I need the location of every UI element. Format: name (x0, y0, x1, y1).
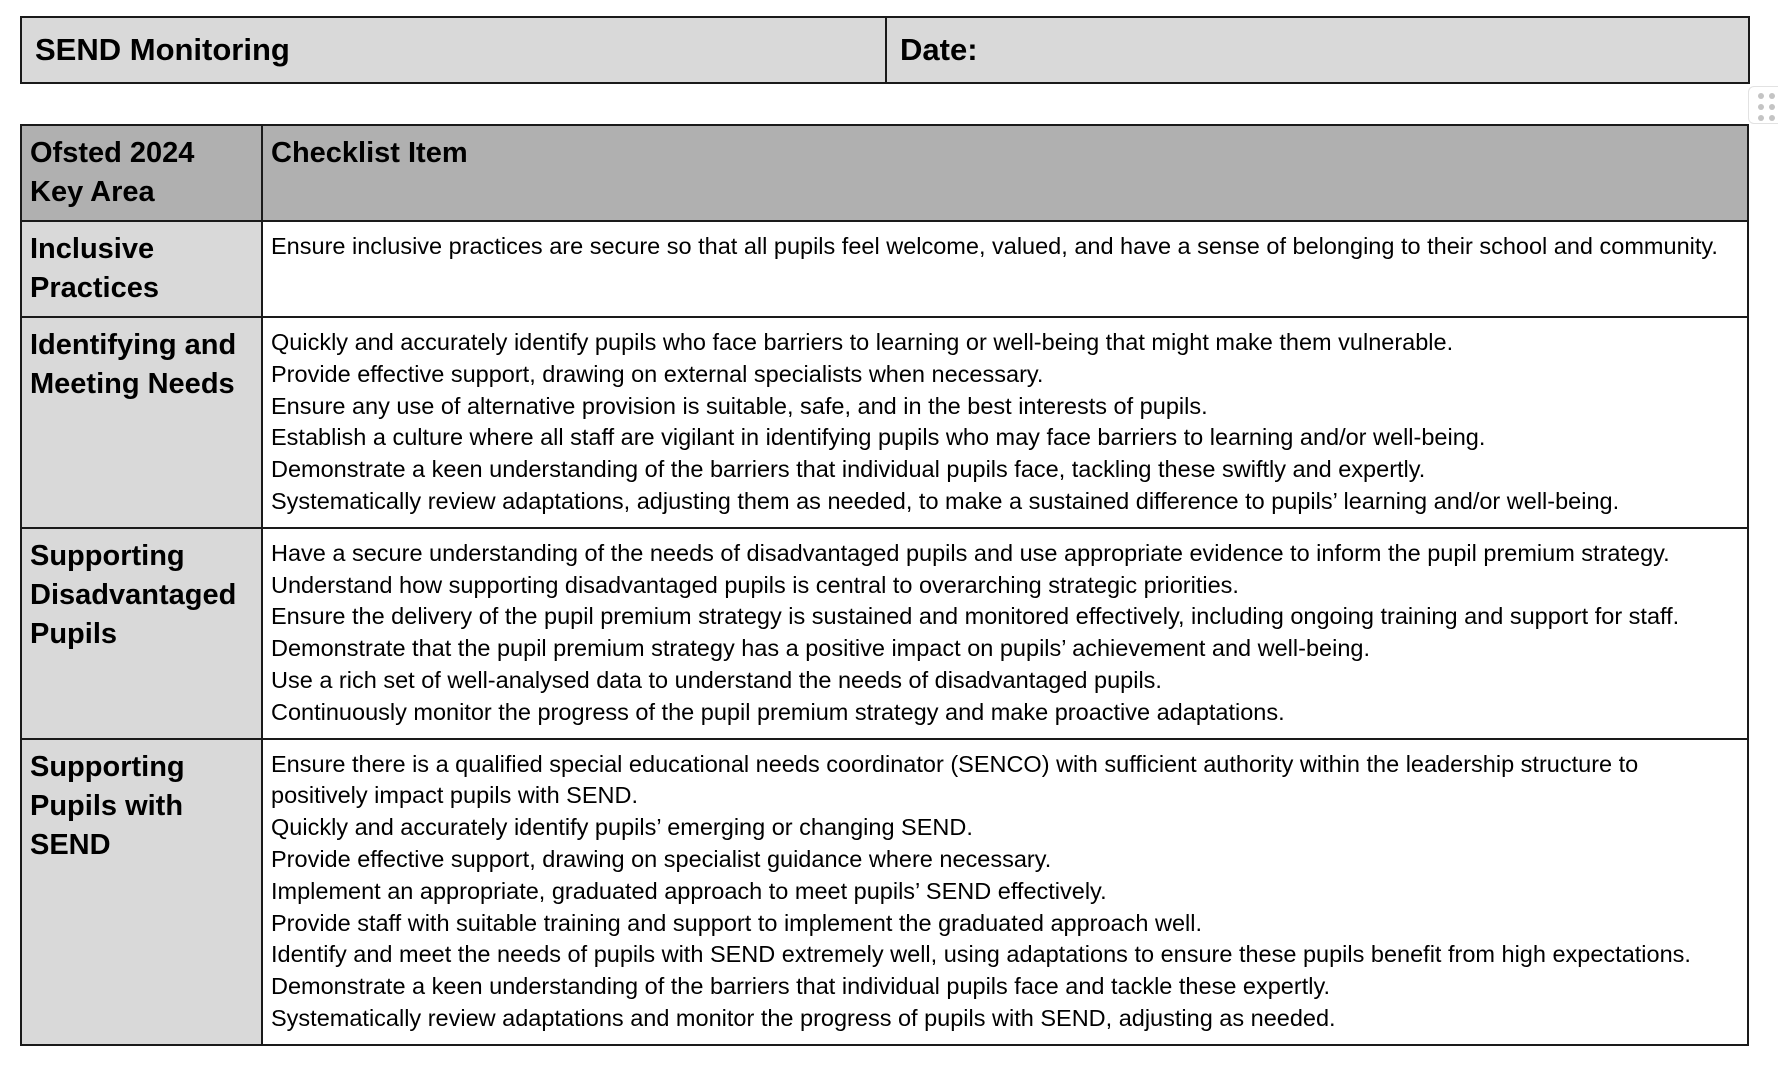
header-table (20, 16, 1750, 84)
checklist-table (20, 124, 1749, 1046)
checklist-item: Use a rich set of well-analysed data to understand the needs of disadvantaged pupils. (271, 666, 1162, 693)
checklist-item: Implement an appropriate, graduated approach to meet pupils’ SEND effectively. (271, 877, 1107, 904)
checklist-item: Systematically review adaptations and monitor the progress of pupils with SEND, adjusting as needed. (271, 1004, 1336, 1031)
checklist-item: Identify and meet the needs of pupils with SEND extremely well, using adaptations to ensure these pupils benefit from high expectations. (271, 941, 1691, 968)
checklist-item: Ensure any use of alternative provision is suitable, safe, and in the best interests of pupils. (271, 392, 1208, 419)
checklist-items-cell[interactable] (262, 221, 1748, 317)
checklist-item: Continuously monitor the progress of the pupil premium strategy and make proactive adaptations. (271, 698, 1285, 725)
checklist-item: Systematically review adaptations, adjusting them as needed, to make a sustained difference to pupils’ learning and/or well-being. (271, 487, 1620, 514)
table-header-row (21, 125, 1748, 221)
checklist-item: Ensure there is a qualified special educational needs coordinator (SENCO) with sufficient authority within the leadership structure to positively impact pupils with SEND. (271, 750, 1639, 809)
checklist-item: Demonstrate a keen understanding of the barriers that individual pupils face, tackling these swiftly and expertly. (271, 456, 1426, 483)
checklist-item: Demonstrate a keen understanding of the barriers that individual pupils face and tackle these expertly. (271, 973, 1330, 1000)
checklist-item: Have a secure understanding of the needs of disadvantaged pupils and use appropriate evidence to inform the pupil premium strategy. (271, 539, 1670, 566)
key-area-cell[interactable]: Inclusive Practices (21, 221, 262, 317)
checklist-item: Understand how supporting disadvantaged pupils is central to overarching strategic priorities. (271, 571, 1239, 598)
checklist-item: Ensure inclusive practices are secure so that all pupils feel welcome, valued, and have a sense of belonging to their school and community. (271, 233, 1718, 259)
checklist-item: Provide effective support, drawing on specialist guidance where necessary. (271, 845, 1052, 872)
column-header-checklist-item[interactable]: Checklist Item (262, 125, 1748, 221)
table-row (21, 221, 1748, 317)
drag-handle-icon[interactable] (1748, 86, 1778, 124)
checklist-item: Ensure the delivery of the pupil premium strategy is sustained and monitored effectively, including ongoing training and support for staff. (271, 603, 1680, 630)
checklist-item: Quickly and accurately identify pupils’ emerging or changing SEND. (271, 814, 973, 841)
document-title[interactable]: SEND Monitoring (22, 18, 887, 82)
table-row (21, 317, 1748, 528)
column-header-key-area[interactable]: Ofsted 2024 Key Area (21, 125, 262, 221)
checklist-items-cell[interactable] (262, 739, 1748, 1045)
table-row (21, 528, 1748, 739)
key-area-cell[interactable]: Supporting Disadvantaged Pupils (21, 528, 262, 739)
checklist-item: Quickly and accurately identify pupils who face barriers to learning or well-being that might make them vulnerable. (271, 329, 1454, 355)
table-row (21, 739, 1748, 1045)
checklist-item: Demonstrate that the pupil premium strategy has a positive impact on pupils’ achievement and well-being. (271, 635, 1370, 662)
date-field[interactable]: Date: (900, 32, 978, 67)
key-area-cell[interactable]: Supporting Pupils with SEND (21, 739, 262, 1045)
checklist-items-cell[interactable] (262, 317, 1748, 528)
checklist-item: Provide effective support, drawing on external specialists when necessary. (271, 360, 1044, 387)
checklist-item: Provide staff with suitable training and support to implement the graduated approach well. (271, 909, 1202, 936)
checklist-item: Establish a culture where all staff are vigilant in identifying pupils who may face barriers to learning and/or well-being. (271, 424, 1486, 451)
key-area-cell[interactable]: Identifying and Meeting Needs (21, 317, 262, 528)
checklist-items-cell[interactable] (262, 528, 1748, 739)
